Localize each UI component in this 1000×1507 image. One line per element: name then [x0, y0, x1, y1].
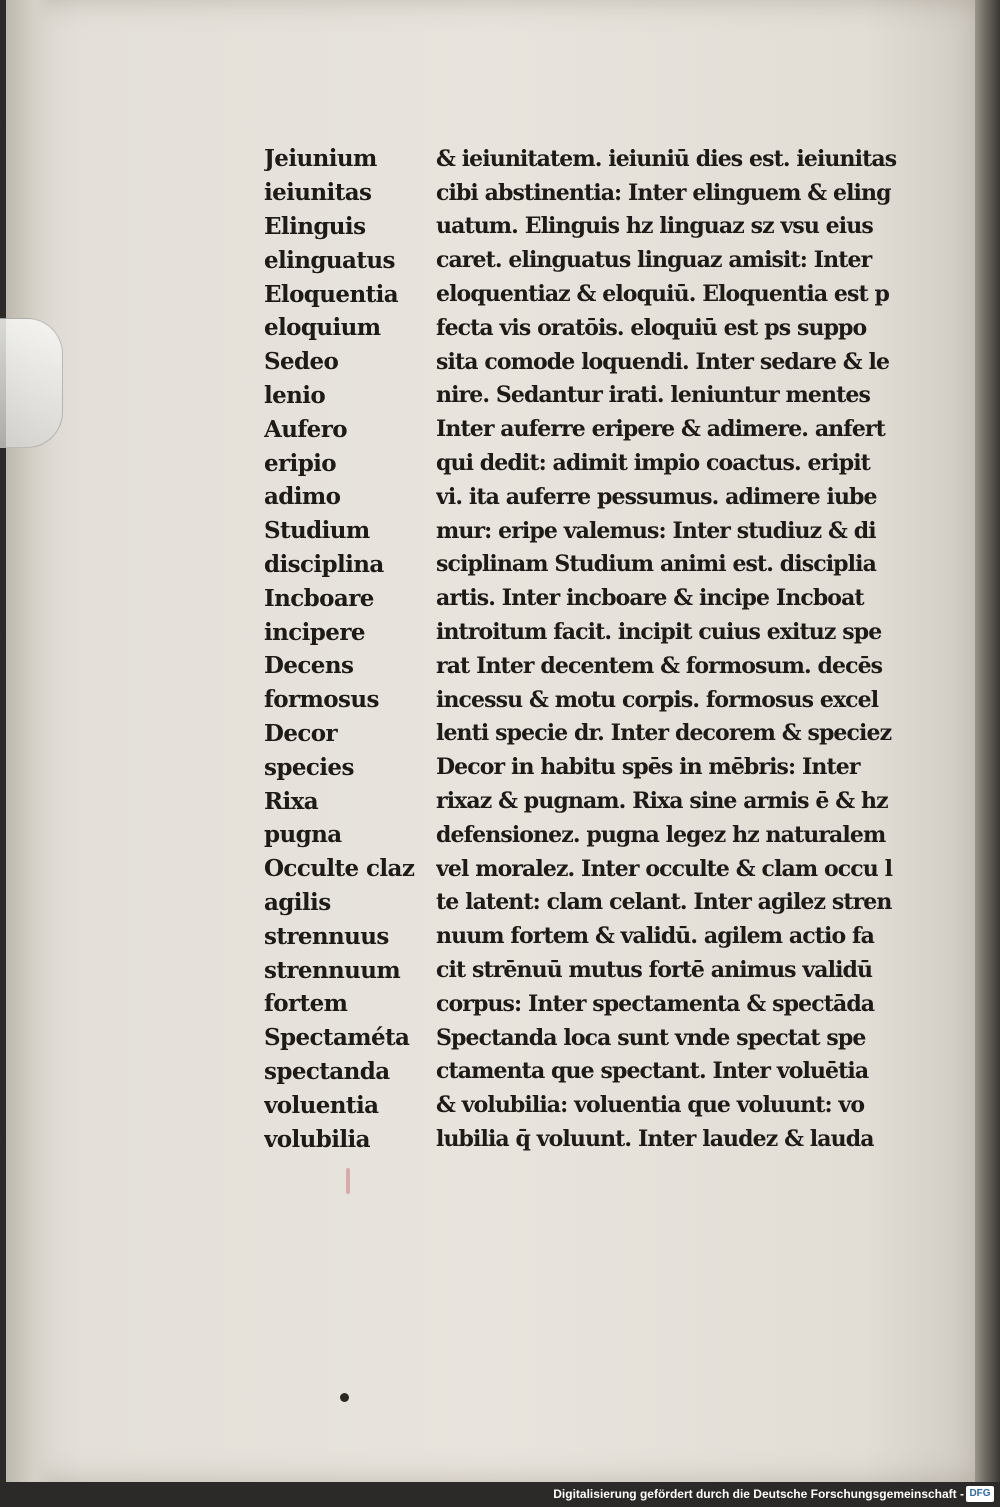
text-line: [264, 852, 924, 886]
lemma: disciplina: [264, 550, 384, 578]
text-line: [264, 210, 924, 244]
lemma: volubilia: [264, 1125, 370, 1153]
lemma: Incboare: [264, 584, 374, 612]
text-line: [264, 243, 924, 277]
text-line: [264, 581, 924, 615]
text-line: [264, 987, 924, 1021]
lemma: Spectaméta: [264, 1024, 410, 1052]
gloss-line: & ieiunitatem. ieiuniū dies est. ieiunitas: [436, 145, 897, 172]
lemma: Elinguis: [264, 212, 366, 240]
text-line: [264, 1021, 924, 1055]
lemma: spectanda: [264, 1057, 390, 1085]
text-line: [264, 1088, 924, 1122]
gloss-line: Decor in habitu spēs in mēbris: Inter: [436, 754, 860, 781]
gloss-line: nire. Sedantur irati. leniuntur mentes: [436, 382, 870, 409]
text-line: [264, 379, 924, 413]
text-line: [264, 683, 924, 717]
text-line: [264, 1122, 924, 1156]
text-line: [264, 1055, 924, 1089]
gloss-line: sciplinam Studium animi est. disciplia: [436, 551, 876, 578]
text-line: [264, 412, 924, 446]
gloss-line: qui dedit: adimit impio coactus. eripit: [436, 450, 870, 477]
gloss-line: nuum fortem & validū. agilem actio fa: [436, 923, 874, 950]
lemma: Eloquentia: [264, 280, 399, 308]
dfg-logo: DFG: [966, 1486, 994, 1502]
text-line: [264, 717, 924, 751]
text-line: [264, 615, 924, 649]
text-line: [264, 446, 924, 480]
gloss-line: & volubilia: voluentia que voluunt: vo: [436, 1092, 865, 1119]
gloss-line: uatum. Elinguis hz linguaz sz vsu eius: [436, 213, 873, 240]
gloss-line: mur: eripe valemus: Inter studiuz & di: [436, 517, 876, 544]
gloss-line: incessu & motu corpis. formosus excel: [436, 686, 879, 713]
lemma: eloquium: [264, 314, 381, 342]
gloss-line: Spectanda loca sunt vnde spectat spe: [436, 1024, 866, 1051]
lemma: Aufero: [264, 415, 347, 443]
text-line: [264, 277, 924, 311]
lemma: Occulte claz: [264, 855, 415, 883]
lemma: strennuus: [264, 922, 389, 950]
gloss-line: fecta vis oratōis. eloquiū est ps suppo: [436, 314, 867, 341]
gloss-line: eloquentiaz & eloquiū. Eloquentia est p: [436, 281, 890, 308]
lemma: fortem: [264, 990, 348, 1018]
page-stack-edge: [975, 0, 1000, 1482]
gloss-line: introitum facit. incipit cuius exituz spe: [436, 619, 882, 646]
lemma: strennuum: [264, 956, 401, 984]
text-line: [264, 548, 924, 582]
text-line: [264, 750, 924, 784]
gloss-line: Inter auferre eripere & adimere. anfert: [436, 416, 885, 443]
lemma: incipere: [264, 618, 365, 646]
page-ornament-dot: [340, 1393, 349, 1402]
lemma: adimo: [264, 483, 341, 511]
lemma: Decor: [264, 719, 338, 747]
text-line: [264, 142, 924, 176]
gloss-line: ctamenta que spectant. Inter voluētia: [436, 1058, 869, 1085]
gloss-line: artis. Inter incboare & incipe Incboat: [436, 585, 864, 612]
gloss-line: defensionez. pugna legez hz naturalem: [436, 821, 886, 848]
gloss-line: vel moralez. Inter occulte & clam occu l: [436, 855, 893, 882]
gloss-line: lenti specie dr. Inter decorem & speciez: [436, 720, 892, 747]
lemma: lenio: [264, 381, 326, 409]
text-line: [264, 345, 924, 379]
lemma: pugna: [264, 821, 342, 849]
text-line: [264, 953, 924, 987]
gloss-line: te latent: clam celant. Inter agilez stren: [436, 889, 892, 916]
gloss-line: rixaz & pugnam. Rixa sine armis ē & hz: [436, 788, 888, 815]
lemma: Jeiunium: [264, 145, 377, 173]
gloss-line: vi. ita auferre pessumus. adimere iube: [436, 483, 877, 510]
text-line: [264, 818, 924, 852]
text-line: [264, 649, 924, 683]
text-line: [264, 784, 924, 818]
lemma: Studium: [264, 517, 370, 545]
lemma: species: [264, 753, 354, 781]
lemma: voluentia: [264, 1091, 379, 1119]
lemma: ieiunitas: [264, 179, 372, 207]
gloss-line: cibi abstinentia: Inter elinguem & eling: [436, 179, 891, 206]
text-line: [264, 176, 924, 210]
lemma: agilis: [264, 888, 331, 916]
page-clip: [0, 318, 63, 448]
gloss-line: caret. elinguatus linguaz amisit: Inter: [436, 247, 872, 274]
gloss-line: rat Inter decentem & formosum. decēs: [436, 652, 883, 679]
lemma: eripio: [264, 449, 337, 477]
gloss-line: lubilia q̄ voluunt. Inter laudez & lauda: [436, 1126, 874, 1152]
rubrication-mark: [346, 1168, 350, 1194]
text-line: [264, 311, 924, 345]
text-line: [264, 514, 924, 548]
gloss-line: corpus: Inter spectamenta & spectāda: [436, 990, 875, 1017]
gloss-line: cit strēnuū mutus fortē animus validū: [436, 957, 873, 984]
text-block: [264, 142, 924, 1156]
lemma: Decens: [264, 652, 354, 680]
page-gutter: [6, 0, 54, 1482]
lemma: Rixa: [264, 787, 319, 815]
lemma: Sedeo: [264, 348, 339, 376]
lemma: formosus: [264, 686, 379, 714]
gloss-line: sita comode loquendi. Inter sedare & le: [436, 348, 890, 375]
funding-credit: Digitalisierung gefördert durch die Deutsche Forschungsgemeinschaft -: [553, 1487, 964, 1501]
text-line: [264, 919, 924, 953]
text-line: [264, 480, 924, 514]
text-line: [264, 886, 924, 920]
lemma: elinguatus: [264, 246, 395, 274]
